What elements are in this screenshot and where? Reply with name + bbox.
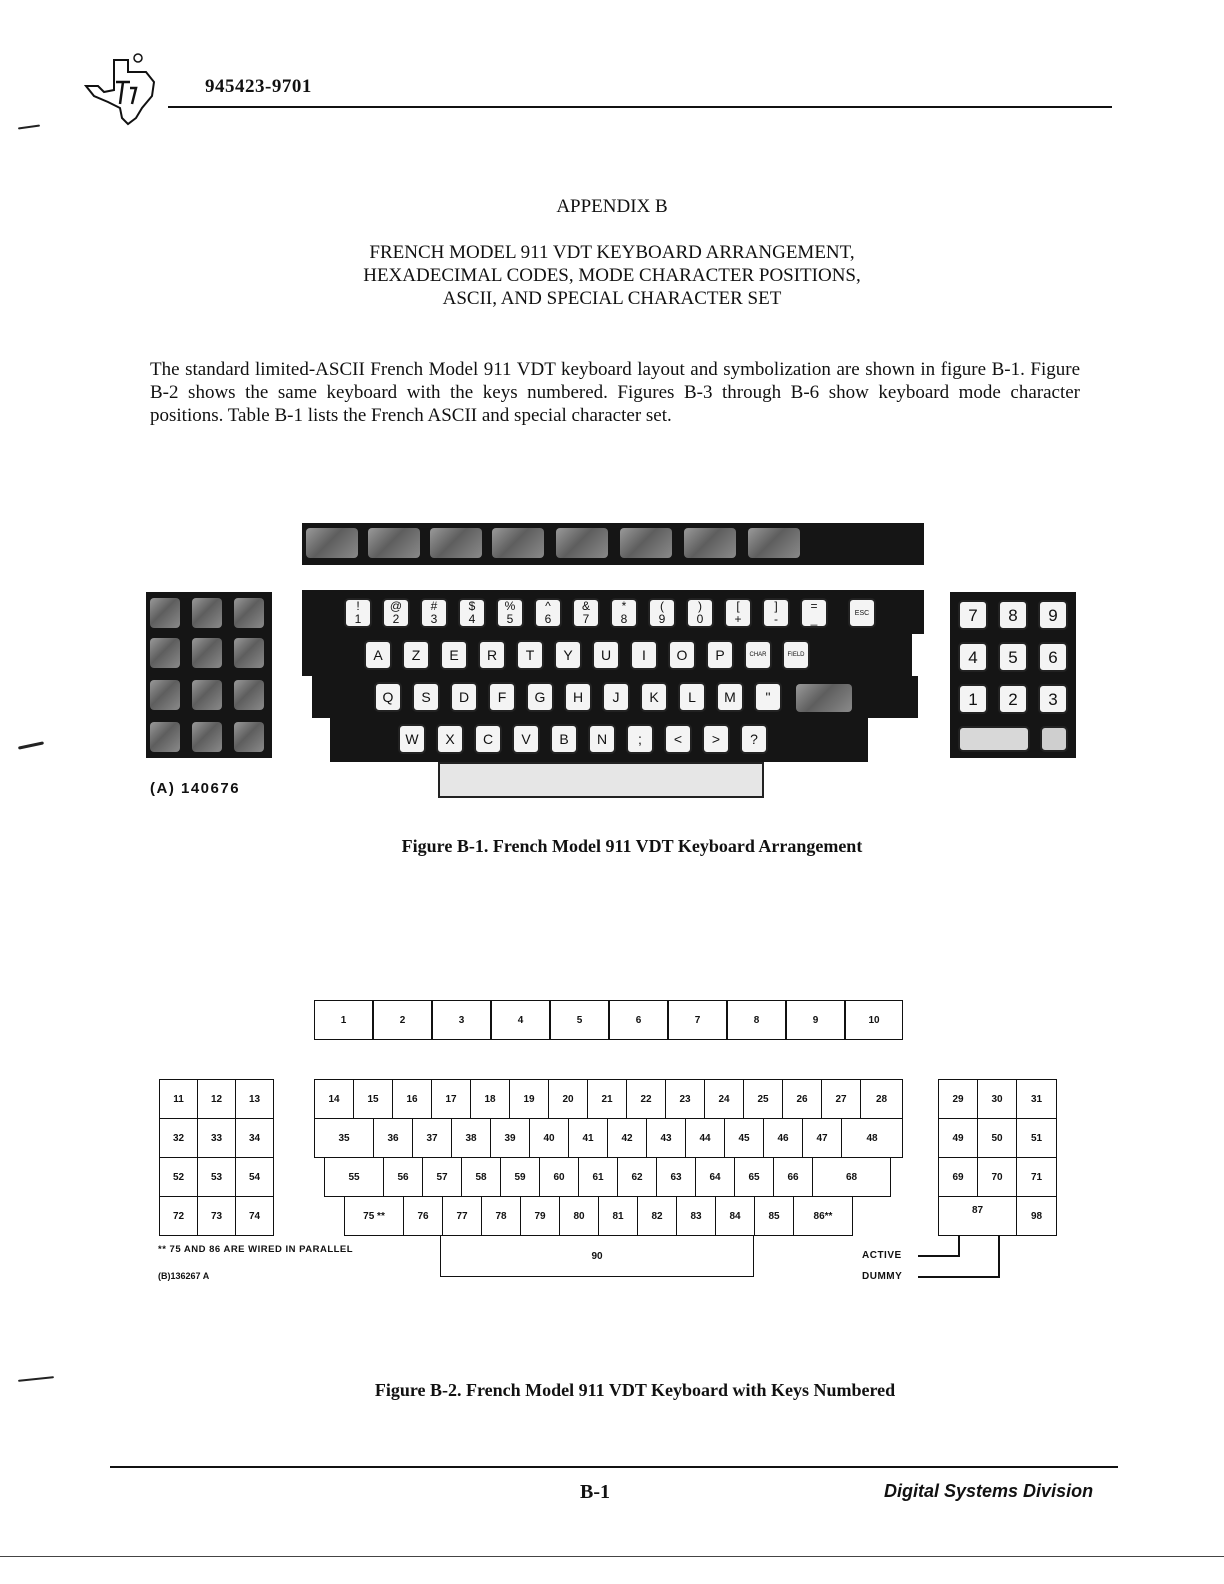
key: C (474, 724, 502, 754)
key-cell: 62 (617, 1157, 657, 1197)
active-connector (918, 1255, 960, 1257)
key-cell: 18 (470, 1079, 510, 1119)
key-cell: 61 (578, 1157, 618, 1197)
key-cell: 50 (977, 1118, 1017, 1158)
key-cell: 6 (609, 1000, 668, 1040)
key: T (516, 640, 544, 670)
key-cell: 75 ** (344, 1196, 404, 1236)
left-pad-key (234, 722, 264, 752)
key-cell: 53 (197, 1157, 236, 1197)
key-cell: 13 (235, 1079, 274, 1119)
key-cell: 43 (646, 1118, 686, 1158)
left-pad-key (150, 722, 180, 752)
left-pad-key (192, 722, 222, 752)
key-cell: 41 (568, 1118, 608, 1158)
key: ; (626, 724, 654, 754)
key-cell: 64 (695, 1157, 735, 1197)
key-cell: 34 (235, 1118, 274, 1158)
key-cell: 77 (442, 1196, 482, 1236)
key-cell: 81 (598, 1196, 638, 1236)
numpad-key: 5 (998, 642, 1028, 672)
key-cell: 27 (821, 1079, 861, 1119)
key: [ + (724, 598, 752, 628)
scan-edge-rule (0, 1556, 1224, 1557)
key-cell: 38 (451, 1118, 491, 1158)
key: & 7 (572, 598, 600, 628)
function-key (492, 528, 544, 558)
key-cell: 57 (422, 1157, 462, 1197)
division-name: Digital Systems Division (884, 1481, 1094, 1501)
key-cell: 24 (704, 1079, 744, 1119)
page-number: B-1 (580, 1481, 610, 1503)
key-cell: 51 (1016, 1118, 1057, 1158)
key: Z (402, 640, 430, 670)
left-pad-key (192, 638, 222, 668)
key-cell: 74 (235, 1196, 274, 1236)
appendix-heading: APPENDIX B (556, 196, 668, 217)
numpad-key: 1 (958, 684, 988, 714)
key-cell: 69 (938, 1157, 978, 1197)
key: ? (740, 724, 768, 754)
key: B (550, 724, 578, 754)
key-cell: 17 (431, 1079, 471, 1119)
key-cell: 35 (314, 1118, 374, 1158)
space-bar (438, 762, 764, 798)
key-cell: 83 (676, 1196, 716, 1236)
key-cell: 42 (607, 1118, 647, 1158)
key: @ 2 (382, 598, 410, 628)
key: L (678, 682, 706, 712)
key: ( 9 (648, 598, 676, 628)
key-cell: 33 (197, 1118, 236, 1158)
key-cell: 71 (1016, 1157, 1057, 1197)
key: O (668, 640, 696, 670)
key-cell: 48 (841, 1118, 903, 1158)
key: A (364, 640, 392, 670)
key-cell: 73 (197, 1196, 236, 1236)
char-key: CHAR (744, 640, 772, 670)
key-cell: 39 (490, 1118, 530, 1158)
key-cell: 37 (412, 1118, 452, 1158)
key: H (564, 682, 592, 712)
key: N (588, 724, 616, 754)
key-cell: 85 (754, 1196, 794, 1236)
left-pad-key (150, 680, 180, 710)
key: > (702, 724, 730, 754)
key-cell: 25 (743, 1079, 783, 1119)
key: S (412, 682, 440, 712)
numpad-zero-key (958, 726, 1030, 752)
key-cell: 68 (812, 1157, 891, 1197)
figure-b2-caption: Figure B-2. French Model 911 VDT Keyboard with Keys Numbered (374, 1380, 896, 1400)
key-cell: 21 (587, 1079, 627, 1119)
left-pad-key (150, 598, 180, 628)
function-key (430, 528, 482, 558)
key: $ 4 (458, 598, 486, 628)
key-cell: 9 (786, 1000, 845, 1040)
key-cell: 63 (656, 1157, 696, 1197)
key: * 8 (610, 598, 638, 628)
key-cell: 30 (977, 1079, 1017, 1119)
key-cell: 2 (373, 1000, 432, 1040)
key-cell: 20 (548, 1079, 588, 1119)
space-bar-cell: 90 (440, 1235, 754, 1277)
dummy-connector (918, 1276, 1000, 1278)
numpad-dot-key (1040, 726, 1068, 752)
numpad-key: 2 (998, 684, 1028, 714)
key: D (450, 682, 478, 712)
left-pad-key (234, 680, 264, 710)
function-key (748, 528, 800, 558)
key-cell: 19 (509, 1079, 549, 1119)
key: R (478, 640, 506, 670)
key-cell: 12 (197, 1079, 236, 1119)
scan-mark (18, 124, 40, 129)
key-cell: 14 (314, 1079, 354, 1119)
key-cell: 7 (668, 1000, 727, 1040)
numpad-key: 8 (998, 600, 1028, 630)
key: ] - (762, 598, 790, 628)
numpad-key: 7 (958, 600, 988, 630)
key: Y (554, 640, 582, 670)
key-cell: 40 (529, 1118, 569, 1158)
key-cell: 5 (550, 1000, 609, 1040)
key: E (440, 640, 468, 670)
numpad-key: 4 (958, 642, 988, 672)
figure-a-label: (A) 140676 (150, 780, 241, 797)
key-cell: 65 (734, 1157, 774, 1197)
key-cell: 80 (559, 1196, 599, 1236)
key: J (602, 682, 630, 712)
title-line: FRENCH MODEL 911 VDT KEYBOARD ARRANGEMENT, (369, 242, 855, 263)
key-cell: 66 (773, 1157, 813, 1197)
title-line: ASCII, AND SPECIAL CHARACTER SET (442, 288, 782, 309)
figure-code: (B)136267 A (158, 1271, 210, 1281)
header-rule (168, 106, 1112, 108)
key-cell: 44 (685, 1118, 725, 1158)
key-cell: 15 (353, 1079, 393, 1119)
key-cell: 59 (500, 1157, 540, 1197)
key: P (706, 640, 734, 670)
key-cell: 11 (159, 1079, 198, 1119)
key-cell: 86** (793, 1196, 853, 1236)
numpad-key: 6 (1038, 642, 1068, 672)
key-cell: 3 (432, 1000, 491, 1040)
key-cell: 31 (1016, 1079, 1057, 1119)
key-cell: 60 (539, 1157, 579, 1197)
key-cell: 16 (392, 1079, 432, 1119)
key: U (592, 640, 620, 670)
key-cell: 8 (727, 1000, 786, 1040)
key-cell: 22 (626, 1079, 666, 1119)
function-key (368, 528, 420, 558)
key: ) 0 (686, 598, 714, 628)
key: " (754, 682, 782, 712)
function-key (556, 528, 608, 558)
key-cell: 47 (802, 1118, 842, 1158)
footer-rule (110, 1466, 1118, 1468)
document-number: 945423-9701 (205, 76, 312, 97)
figure-b1-caption: Figure B-1. French Model 911 VDT Keyboard Arrangement (401, 836, 863, 856)
key-cell: 70 (977, 1157, 1017, 1197)
key-cell: 82 (637, 1196, 677, 1236)
key-cell: 79 (520, 1196, 560, 1236)
key: W (398, 724, 426, 754)
key: ^ 6 (534, 598, 562, 628)
key-cell: 32 (159, 1118, 198, 1158)
key-cell: 23 (665, 1079, 705, 1119)
key-cell: 49 (938, 1118, 978, 1158)
key-cell: 46 (763, 1118, 803, 1158)
key: < (664, 724, 692, 754)
key-cell: 55 (324, 1157, 384, 1197)
key-cell: 36 (373, 1118, 413, 1158)
key-cell: 72 (159, 1196, 198, 1236)
key-cell-87: 87 (938, 1196, 1017, 1236)
key-cell: 45 (724, 1118, 764, 1158)
key-cell: 29 (938, 1079, 978, 1119)
intro-paragraph: The standard limited-ASCII French Model 911 VDT keyboard layout and symbolization are shown in figure B-1. Figure B-2 shows the same keyboard with the keys numbered. Figures B-3 through B-6 show keyboard mode character positions. Table B-1 lists the French ASCII and special character set. (150, 359, 1080, 426)
key: % 5 (496, 598, 524, 628)
parallel-note: ** 75 AND 86 ARE WIRED IN PARALLEL (158, 1244, 354, 1255)
key-cell: 26 (782, 1079, 822, 1119)
active-label: ACTIVE (862, 1250, 902, 1261)
esc-key: ESC (848, 598, 876, 628)
scan-mark (18, 741, 44, 749)
dummy-connector (998, 1236, 1000, 1277)
key: V (512, 724, 540, 754)
key-cell: 56 (383, 1157, 423, 1197)
key-cell: 52 (159, 1157, 198, 1197)
field-key: FIELD (782, 640, 810, 670)
left-pad-key (234, 638, 264, 668)
function-key (620, 528, 672, 558)
key: ! 1 (344, 598, 372, 628)
key: = _ (800, 598, 828, 628)
key: I (630, 640, 658, 670)
title-line: HEXADECIMAL CODES, MODE CHARACTER POSITIONS, (363, 265, 861, 286)
key: F (488, 682, 516, 712)
key-cell: 10 (845, 1000, 903, 1040)
function-key (306, 528, 358, 558)
key: # 3 (420, 598, 448, 628)
dummy-label: DUMMY (862, 1271, 903, 1282)
key-cell: 76 (403, 1196, 443, 1236)
key-cell: 28 (860, 1079, 903, 1119)
active-connector (958, 1236, 960, 1256)
key-cell: 58 (461, 1157, 501, 1197)
left-pad-key (192, 598, 222, 628)
left-pad-key (192, 680, 222, 710)
key: K (640, 682, 668, 712)
left-pad-key (150, 638, 180, 668)
key-cell: 4 (491, 1000, 550, 1040)
key: G (526, 682, 554, 712)
key: Q (374, 682, 402, 712)
key: M (716, 682, 744, 712)
key-cell: 98 (1016, 1196, 1057, 1236)
return-key (796, 684, 852, 712)
key-cell: 84 (715, 1196, 755, 1236)
function-key (684, 528, 736, 558)
key-cell: 78 (481, 1196, 521, 1236)
key: X (436, 724, 464, 754)
key-cell: 1 (314, 1000, 373, 1040)
left-pad-key (234, 598, 264, 628)
ti-logo-icon (84, 52, 174, 128)
numpad-key: 3 (1038, 684, 1068, 714)
numpad-key: 9 (1038, 600, 1068, 630)
key-cell: 54 (235, 1157, 274, 1197)
